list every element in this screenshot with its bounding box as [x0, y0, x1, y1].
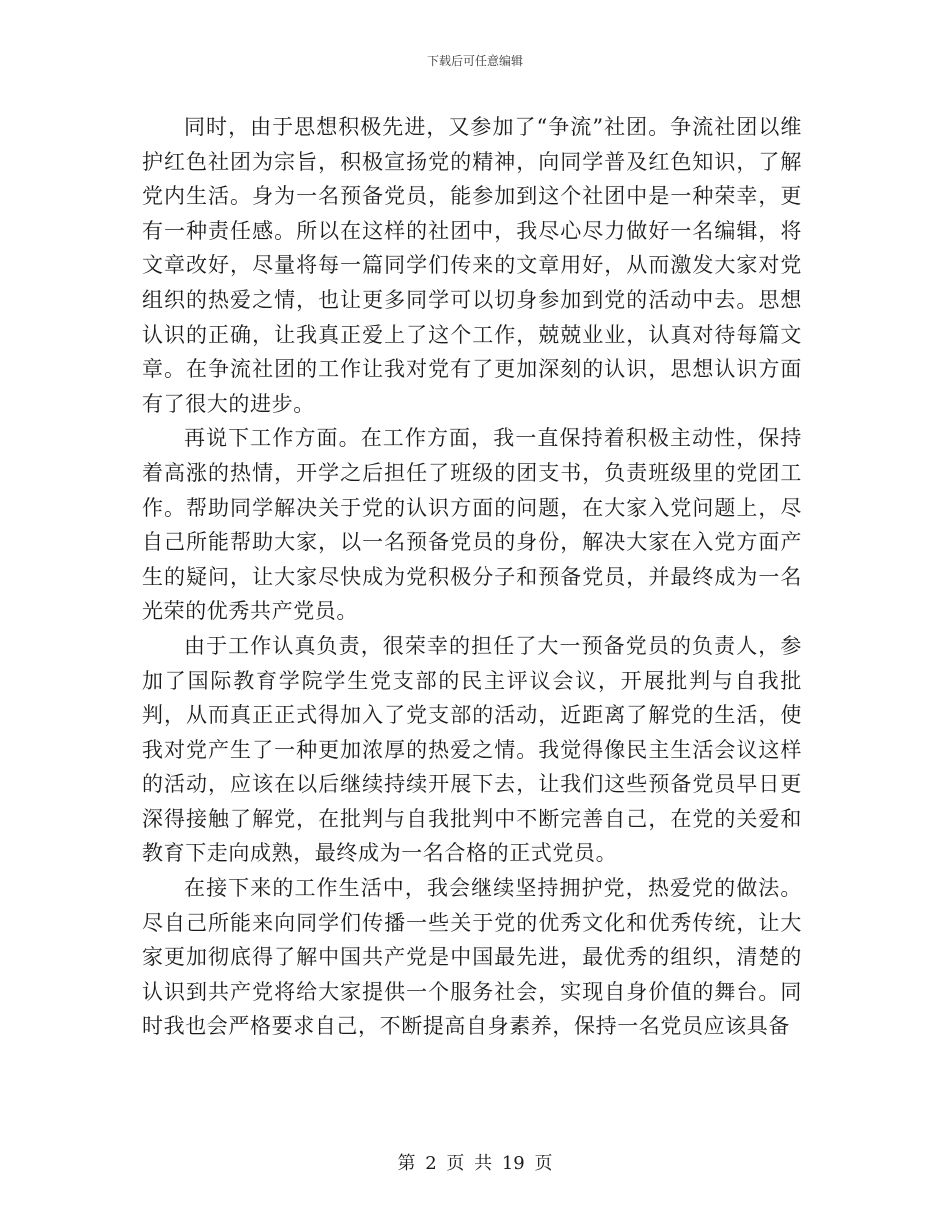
page-header-note: 下载后可任意编辑: [426, 54, 523, 68]
paragraph-3: 由于工作认真负责，很荣幸的担任了大一预备党员的负责人，参加了国际教育学院学生党支部的民主评议会议，开展批判与自我批判，从而真正正式得加入了党支部的活动，近距离了解党的生活，使我对党产生了一种更加浓厚的热爱之情。我觉得像民主生活会议这样的活动，应该在以后继续持续开展下去，让我们这些预备党员早日更深得接触了解党，在批判与自我批判中不断完善自己，在党的关爱和教育下走向成熟，最终成为一名合格的正式党员。: [142, 633, 802, 866]
document-body: [142, 110, 802, 1044]
paragraph-1: 同时，由于思想积极先进，又参加了“争流”社团。争流社团以维护红色社团为宗旨，积极宣扬党的精神，向同学普及红色知识，了解党内生活。身为一名预备党员，能参加到这个社团中是一种荣幸，更有一种责任感。所以在这样的社团中，我尽心尽力做好一名编辑，将文章改好，尽量将每一篇同学们传来的文章用好，从而激发大家对党组织的热爱之情，也让更多同学可以切身参加到党的活动中去。思想认识的正确，让我真正爱上了这个工作，兢兢业业，认真对待每篇文章。在争流社团的工作让我对党有了更加深刻的认识，思想认识方面有了很大的进步。: [142, 115, 802, 416]
paragraph-4: 在接下来的工作生活中，我会继续坚持拥护党，热爱党的做法。尽自己所能来向同学们传播一些关于党的优秀文化和优秀传统，让大家更加彻底得了解中国共产党是中国最先进，最优秀的组织，清楚的认识到共产党将给大家提供一个服务社会，实现自身价值的舞台。同时我也会严格要求自己，不断提高自身素养，保持一名党员应该具备: [142, 876, 802, 1039]
page-number: 第 2 页 共 19 页: [397, 1153, 553, 1174]
paragraph-2: 再说下工作方面。在工作方面，我一直保持着积极主动性，保持着高涨的热情，开学之后担任了班级的团支书，负责班级里的党团工作。帮助同学解决关于党的认识方面的问题，在大家入党问题上，尽自己所能帮助大家，以一名预备党员的身份，解决大家在入党方面产生的疑问，让大家尽快成为党积极分子和预备党员，并最终成为一名光荣的优秀共产党员。: [142, 426, 802, 624]
